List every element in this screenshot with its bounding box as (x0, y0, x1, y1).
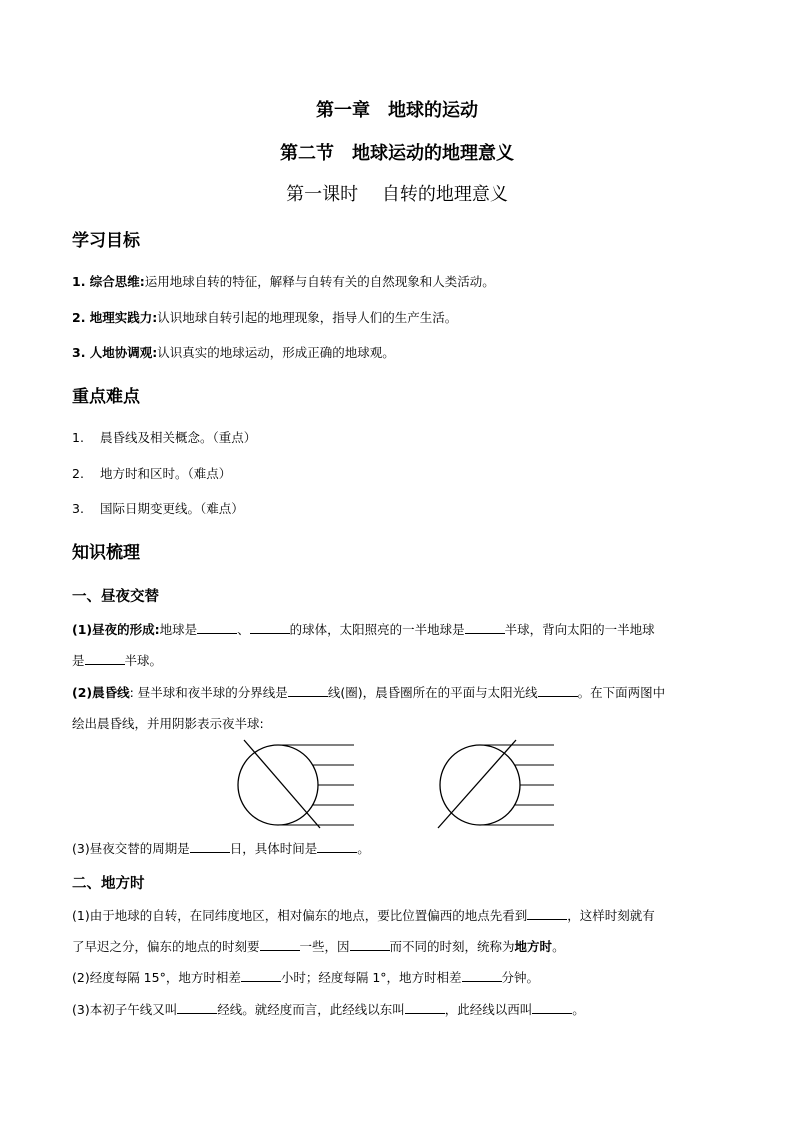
fill-blank[interactable] (532, 1002, 572, 1014)
fill-blank[interactable] (462, 970, 502, 982)
text-run: (3)昼夜交替的周期是 (72, 841, 190, 856)
key-point-text: 晨昏线及相关概念。（重点） (100, 430, 257, 445)
key-point-number: 3. (72, 501, 84, 516)
earth-axis (438, 740, 516, 828)
fill-blank[interactable] (190, 841, 230, 853)
key-point-item (72, 499, 244, 517)
term-local-time: 地方时 (514, 939, 553, 954)
text-run: 。在下面两图中 (577, 685, 666, 700)
text-run: 而不同的时刻，统称为 (389, 939, 515, 954)
fill-blank[interactable] (527, 908, 567, 920)
text-run: 。 (357, 841, 370, 856)
local-time-paragraph-2 (72, 968, 539, 986)
day-night-paragraph-3 (72, 839, 370, 857)
earth-diagram-right (436, 738, 558, 830)
key-point-text: 地方时和区时。（难点） (100, 466, 232, 481)
text-run: 了早迟之分，偏东的地点的时刻要 (72, 939, 260, 954)
fill-blank[interactable] (241, 970, 281, 982)
key-point-number: 1. (72, 430, 84, 445)
fill-blank[interactable] (85, 653, 125, 665)
text-run: 小时；经度每隔 1°，地方时相差 (280, 970, 462, 985)
fill-blank[interactable] (177, 1002, 217, 1014)
text-run: 日，具体时间是 (229, 841, 318, 856)
key-point-item (72, 428, 256, 446)
text-run: 、 (237, 622, 250, 637)
fill-blank[interactable] (288, 685, 328, 697)
text-run: 。 (552, 939, 565, 954)
key-point-text: 国际日期变更线。（难点） (100, 501, 244, 516)
fill-blank[interactable] (405, 1002, 445, 1014)
local-time-heading: 二、地方时 (72, 876, 145, 892)
text-run: (3)本初子午线又叫 (72, 1002, 178, 1017)
fill-blank[interactable] (197, 622, 237, 634)
day-night-paragraph-1-cont (72, 651, 162, 669)
fill-blank[interactable] (350, 939, 390, 951)
day-night-paragraph-2-cont (72, 714, 264, 732)
key-point-item (72, 464, 231, 482)
text-run: 绘出晨昏线，并用阴影表示夜半球: (72, 716, 264, 731)
fill-blank[interactable] (250, 622, 290, 634)
text-run: (1)由于地球的自转，在同纬度地区，相对偏东的地点，要比位置偏西的地点先看到 (72, 908, 528, 923)
text-run: : 昼半球和夜半球的分界线是 (129, 685, 288, 700)
section-title: 第二节 地球运动的地理意义 (280, 143, 514, 164)
objective-text: 认识真实的地球运动，形成正确的地球观。 (157, 345, 395, 360)
day-night-paragraph-2 (72, 683, 665, 701)
text-run: 分钟。 (501, 970, 540, 985)
objective-label: 2. 地理实践力: (72, 310, 158, 325)
text-run: 是 (72, 653, 85, 668)
objective-item (72, 308, 457, 326)
fill-blank[interactable] (465, 622, 505, 634)
text-run: (2)经度每隔 15°，地方时相差 (72, 970, 241, 985)
key-points-heading: 重点难点 (72, 387, 140, 407)
text-run: 半球，背向太阳的一半地球 (504, 622, 655, 637)
text-run: 半球。 (124, 653, 163, 668)
fill-blank[interactable] (260, 939, 300, 951)
paragraph-label: (1)昼夜的形成: (72, 622, 160, 637)
fill-blank[interactable] (317, 841, 357, 853)
chapter-title: 第一章 地球的运动 (316, 100, 478, 121)
local-time-paragraph-3 (72, 1000, 585, 1018)
earth-axis (244, 740, 320, 828)
objective-text: 运用地球自转的特征，解释与自转有关的自然现象和人类活动。 (144, 274, 495, 289)
objective-item (72, 272, 495, 290)
fill-blank[interactable] (538, 685, 578, 697)
objective-text: 认识地球自转引起的地理现象，指导人们的生产生活。 (157, 310, 458, 325)
local-time-paragraph-1 (72, 906, 655, 924)
paragraph-label: (2)晨昏线 (72, 685, 130, 700)
knowledge-heading: 知识梳理 (72, 543, 140, 563)
text-run: 地球是 (159, 622, 198, 637)
earth-circle (238, 745, 318, 825)
key-point-number: 2. (72, 466, 84, 481)
objective-label: 3. 人地协调观: (72, 345, 158, 360)
text-run: 线(圈)，晨昏圈所在的平面与太阳光线 (327, 685, 538, 700)
objective-label: 1. 综合思维: (72, 274, 145, 289)
text-run: 一些，因 (299, 939, 350, 954)
text-run: ，此经线以西叫 (444, 1002, 533, 1017)
objective-item (72, 343, 395, 361)
text-run: ，这样时刻就有 (567, 908, 655, 923)
earth-diagram-left (236, 738, 358, 830)
objectives-heading: 学习目标 (72, 231, 140, 251)
lesson-title: 第一课时 自转的地理意义 (286, 184, 508, 205)
text-run: 。 (572, 1002, 585, 1017)
day-night-heading: 一、昼夜交替 (72, 589, 159, 605)
local-time-paragraph-1-cont (72, 937, 565, 955)
day-night-paragraph-1 (72, 620, 655, 638)
text-run: 经线。就经度而言，此经线以东叫 (217, 1002, 405, 1017)
text-run: 的球体，太阳照亮的一半地球是 (289, 622, 465, 637)
